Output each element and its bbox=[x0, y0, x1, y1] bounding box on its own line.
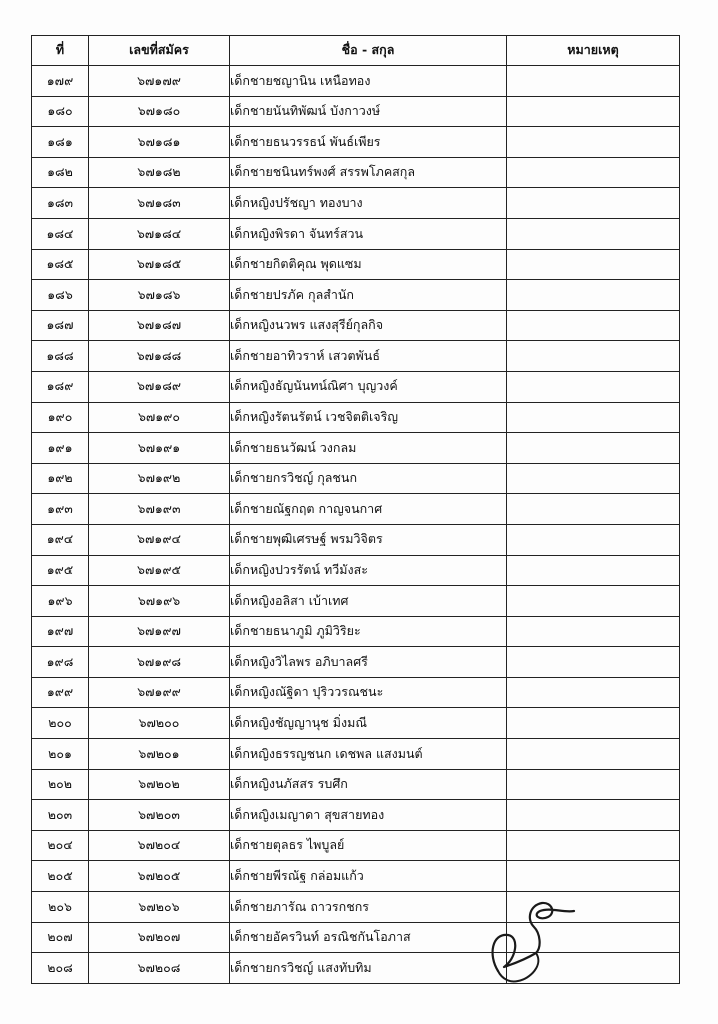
table-row bbox=[32, 861, 680, 892]
table-row bbox=[32, 310, 680, 341]
cell-remark bbox=[507, 800, 680, 831]
cell-remark bbox=[507, 708, 680, 739]
cell-no: ๑๘๓ bbox=[32, 188, 89, 219]
cell-remark bbox=[507, 188, 680, 219]
cell-remark bbox=[507, 524, 680, 555]
cell-remark bbox=[507, 861, 680, 892]
cell-application-no: ๖๗๑๙๗ bbox=[89, 616, 230, 647]
cell-application-no: ๖๗๑๘๔ bbox=[89, 218, 230, 249]
cell-application-no: ๖๗๑๘๗ bbox=[89, 310, 230, 341]
table-row bbox=[32, 616, 680, 647]
cell-no: ๑๘๒ bbox=[32, 157, 89, 188]
cell-no: ๒๐๒ bbox=[32, 769, 89, 800]
cell-no: ๒๐๔ bbox=[32, 830, 89, 861]
cell-name: เด็กหญิงอลิสา เบ้าเทศ bbox=[230, 586, 507, 617]
cell-name: เด็กชายอาทิวราห์ เสวตพันธ์ bbox=[230, 341, 507, 372]
table-row bbox=[32, 800, 680, 831]
cell-no: ๒๐๖ bbox=[32, 892, 89, 923]
cell-no: ๑๙๗ bbox=[32, 616, 89, 647]
cell-application-no: ๖๗๑๙๑ bbox=[89, 433, 230, 464]
header-name: ชื่อ - สกุล bbox=[230, 36, 507, 66]
cell-application-no: ๖๗๑๘๐ bbox=[89, 96, 230, 127]
cell-no: ๒๐๕ bbox=[32, 861, 89, 892]
cell-remark bbox=[507, 280, 680, 311]
table-row bbox=[32, 524, 680, 555]
table-body bbox=[32, 66, 680, 984]
cell-remark bbox=[507, 310, 680, 341]
cell-remark bbox=[507, 218, 680, 249]
cell-no: ๑๘๐ bbox=[32, 96, 89, 127]
cell-application-no: ๖๗๒๐๖ bbox=[89, 892, 230, 923]
cell-remark bbox=[507, 555, 680, 586]
cell-application-no: ๖๗๑๗๙ bbox=[89, 66, 230, 97]
cell-no: ๑๘๑ bbox=[32, 127, 89, 158]
cell-no: ๒๐๓ bbox=[32, 800, 89, 831]
cell-name: เด็กหญิงนภัสสร รบศึก bbox=[230, 769, 507, 800]
table-row bbox=[32, 555, 680, 586]
cell-remark bbox=[507, 677, 680, 708]
cell-remark bbox=[507, 402, 680, 433]
table-row bbox=[32, 96, 680, 127]
cell-remark bbox=[507, 66, 680, 97]
signature bbox=[480, 893, 600, 993]
cell-no: ๑๗๙ bbox=[32, 66, 89, 97]
cell-name: เด็กชายธนาภูมิ ภูมิวิริยะ bbox=[230, 616, 507, 647]
cell-name: เด็กชายอัครวินท์ อรณิชกันโอภาส bbox=[230, 922, 507, 953]
cell-name: เด็กหญิงธรรญชนก เดชพล แสงมนต์ bbox=[230, 739, 507, 770]
cell-no: ๑๘๘ bbox=[32, 341, 89, 372]
cell-application-no: ๖๗๑๘๓ bbox=[89, 188, 230, 219]
cell-application-no: ๖๗๒๐๘ bbox=[89, 953, 230, 984]
cell-no: ๑๙๖ bbox=[32, 586, 89, 617]
cell-no: ๑๙๘ bbox=[32, 647, 89, 678]
table-row bbox=[32, 586, 680, 617]
cell-application-no: ๖๗๑๙๒ bbox=[89, 463, 230, 494]
cell-name: เด็กชายธนวรรธน์ พันธ์เพียร bbox=[230, 127, 507, 158]
table-row bbox=[32, 280, 680, 311]
table-row bbox=[32, 249, 680, 280]
table-header bbox=[32, 36, 680, 66]
applicant-table bbox=[31, 35, 680, 984]
cell-name: เด็กหญิงเมญาดา สุขสายทอง bbox=[230, 800, 507, 831]
cell-remark bbox=[507, 739, 680, 770]
table-row bbox=[32, 371, 680, 402]
cell-name: เด็กชายธนวัฒน์ วงกลม bbox=[230, 433, 507, 464]
cell-remark bbox=[507, 433, 680, 464]
cell-name: เด็กหญิงนวพร แสงสุรีย์กุลกิจ bbox=[230, 310, 507, 341]
cell-name: เด็กชายชญานิน เหนือทอง bbox=[230, 66, 507, 97]
cell-application-no: ๖๗๑๙๙ bbox=[89, 677, 230, 708]
table-row bbox=[32, 739, 680, 770]
cell-no: ๒๐๑ bbox=[32, 739, 89, 770]
cell-application-no: ๖๗๑๘๖ bbox=[89, 280, 230, 311]
header-row bbox=[32, 36, 680, 66]
cell-no: ๑๙๕ bbox=[32, 555, 89, 586]
cell-remark bbox=[507, 616, 680, 647]
header-remark: หมายเหตุ bbox=[507, 36, 680, 66]
cell-no: ๑๘๕ bbox=[32, 249, 89, 280]
cell-application-no: ๖๗๑๘๑ bbox=[89, 127, 230, 158]
table-row bbox=[32, 647, 680, 678]
cell-remark bbox=[507, 769, 680, 800]
cell-application-no: ๖๗๑๙๕ bbox=[89, 555, 230, 586]
cell-application-no: ๖๗๑๘๒ bbox=[89, 157, 230, 188]
cell-name: เด็กหญิงปรัชญา ทองบาง bbox=[230, 188, 507, 219]
cell-name: เด็กชายกรวิชญ์ แสงทับทิม bbox=[230, 953, 507, 984]
cell-name: เด็กหญิงพิรดา จันทร์สวน bbox=[230, 218, 507, 249]
table-row bbox=[32, 218, 680, 249]
cell-remark bbox=[507, 157, 680, 188]
cell-remark bbox=[507, 494, 680, 525]
cell-name: เด็กชายณัฐกฤต กาญจนกาศ bbox=[230, 494, 507, 525]
cell-name: เด็กหญิงณัฐิดา ปุริววรณชนะ bbox=[230, 677, 507, 708]
cell-application-no: ๖๗๒๐๓ bbox=[89, 800, 230, 831]
table-row bbox=[32, 708, 680, 739]
cell-name: เด็กชายปรภัค กุลสำนัก bbox=[230, 280, 507, 311]
cell-name: เด็กหญิงชัญญานุช มิ่งมณี bbox=[230, 708, 507, 739]
cell-name: เด็กชายพีรณัฐ กล่อมแก้ว bbox=[230, 861, 507, 892]
cell-remark bbox=[507, 647, 680, 678]
cell-application-no: ๖๗๒๐๑ bbox=[89, 739, 230, 770]
header-application-no: เลขที่สมัคร bbox=[89, 36, 230, 66]
cell-no: ๑๘๖ bbox=[32, 280, 89, 311]
cell-remark bbox=[507, 96, 680, 127]
cell-no: ๒๐๘ bbox=[32, 953, 89, 984]
cell-name: เด็กหญิงวิไลพร อภิบาลศรี bbox=[230, 647, 507, 678]
cell-no: ๑๘๙ bbox=[32, 371, 89, 402]
cell-application-no: ๖๗๑๙๘ bbox=[89, 647, 230, 678]
cell-remark bbox=[507, 249, 680, 280]
cell-no: ๑๙๙ bbox=[32, 677, 89, 708]
table-row bbox=[32, 127, 680, 158]
cell-no: ๒๐๗ bbox=[32, 922, 89, 953]
cell-name: เด็กหญิงปวรรัตน์ ทวีมังสะ bbox=[230, 555, 507, 586]
cell-remark bbox=[507, 127, 680, 158]
cell-application-no: ๖๗๑๙๖ bbox=[89, 586, 230, 617]
cell-remark bbox=[507, 586, 680, 617]
table-row bbox=[32, 157, 680, 188]
cell-application-no: ๖๗๒๐๐ bbox=[89, 708, 230, 739]
cell-remark bbox=[507, 463, 680, 494]
table-row bbox=[32, 769, 680, 800]
cell-remark bbox=[507, 371, 680, 402]
cell-name: เด็กหญิงรัตนรัตน์ เวชจิตติเจริญ bbox=[230, 402, 507, 433]
cell-name: เด็กชายนันทิพัฒน์ บังกาวงษ์ bbox=[230, 96, 507, 127]
cell-application-no: ๖๗๑๘๙ bbox=[89, 371, 230, 402]
cell-application-no: ๖๗๑๙๔ bbox=[89, 524, 230, 555]
cell-application-no: ๖๗๑๘๘ bbox=[89, 341, 230, 372]
cell-application-no: ๖๗๒๐๒ bbox=[89, 769, 230, 800]
cell-no: ๒๐๐ bbox=[32, 708, 89, 739]
header-no: ที่ bbox=[32, 36, 89, 66]
table-row bbox=[32, 433, 680, 464]
cell-application-no: ๖๗๑๙๓ bbox=[89, 494, 230, 525]
cell-application-no: ๖๗๑๙๐ bbox=[89, 402, 230, 433]
cell-application-no: ๖๗๒๐๗ bbox=[89, 922, 230, 953]
cell-no: ๑๘๗ bbox=[32, 310, 89, 341]
cell-name: เด็กชายชนินทร์พงศ์ สรรพโภคสกุล bbox=[230, 157, 507, 188]
cell-no: ๑๙๔ bbox=[32, 524, 89, 555]
cell-name: เด็กหญิงธัญนันทน์ณิศา บุญวงค์ bbox=[230, 371, 507, 402]
table-row bbox=[32, 463, 680, 494]
cell-name: เด็กชายกิตติคุณ พุดแซม bbox=[230, 249, 507, 280]
cell-no: ๑๘๔ bbox=[32, 218, 89, 249]
cell-no: ๑๙๓ bbox=[32, 494, 89, 525]
cell-remark bbox=[507, 341, 680, 372]
cell-name: เด็กชายภารัณ ถาวรกชกร bbox=[230, 892, 507, 923]
table-row bbox=[32, 494, 680, 525]
cell-application-no: ๖๗๑๘๕ bbox=[89, 249, 230, 280]
cell-name: เด็กชายตุลธร ไพบูลย์ bbox=[230, 830, 507, 861]
table-row bbox=[32, 66, 680, 97]
cell-name: เด็กชายพุฒิเศรษฐ์ พรมวิจิตร bbox=[230, 524, 507, 555]
cell-no: ๑๙๐ bbox=[32, 402, 89, 433]
cell-no: ๑๙๒ bbox=[32, 463, 89, 494]
cell-application-no: ๖๗๒๐๔ bbox=[89, 830, 230, 861]
cell-remark bbox=[507, 830, 680, 861]
cell-no: ๑๙๑ bbox=[32, 433, 89, 464]
cell-application-no: ๖๗๒๐๕ bbox=[89, 861, 230, 892]
cell-name: เด็กชายกรวิชญ์ กุลชนก bbox=[230, 463, 507, 494]
table-row bbox=[32, 830, 680, 861]
table-row bbox=[32, 341, 680, 372]
table-row bbox=[32, 188, 680, 219]
table-row bbox=[32, 677, 680, 708]
table-row bbox=[32, 402, 680, 433]
